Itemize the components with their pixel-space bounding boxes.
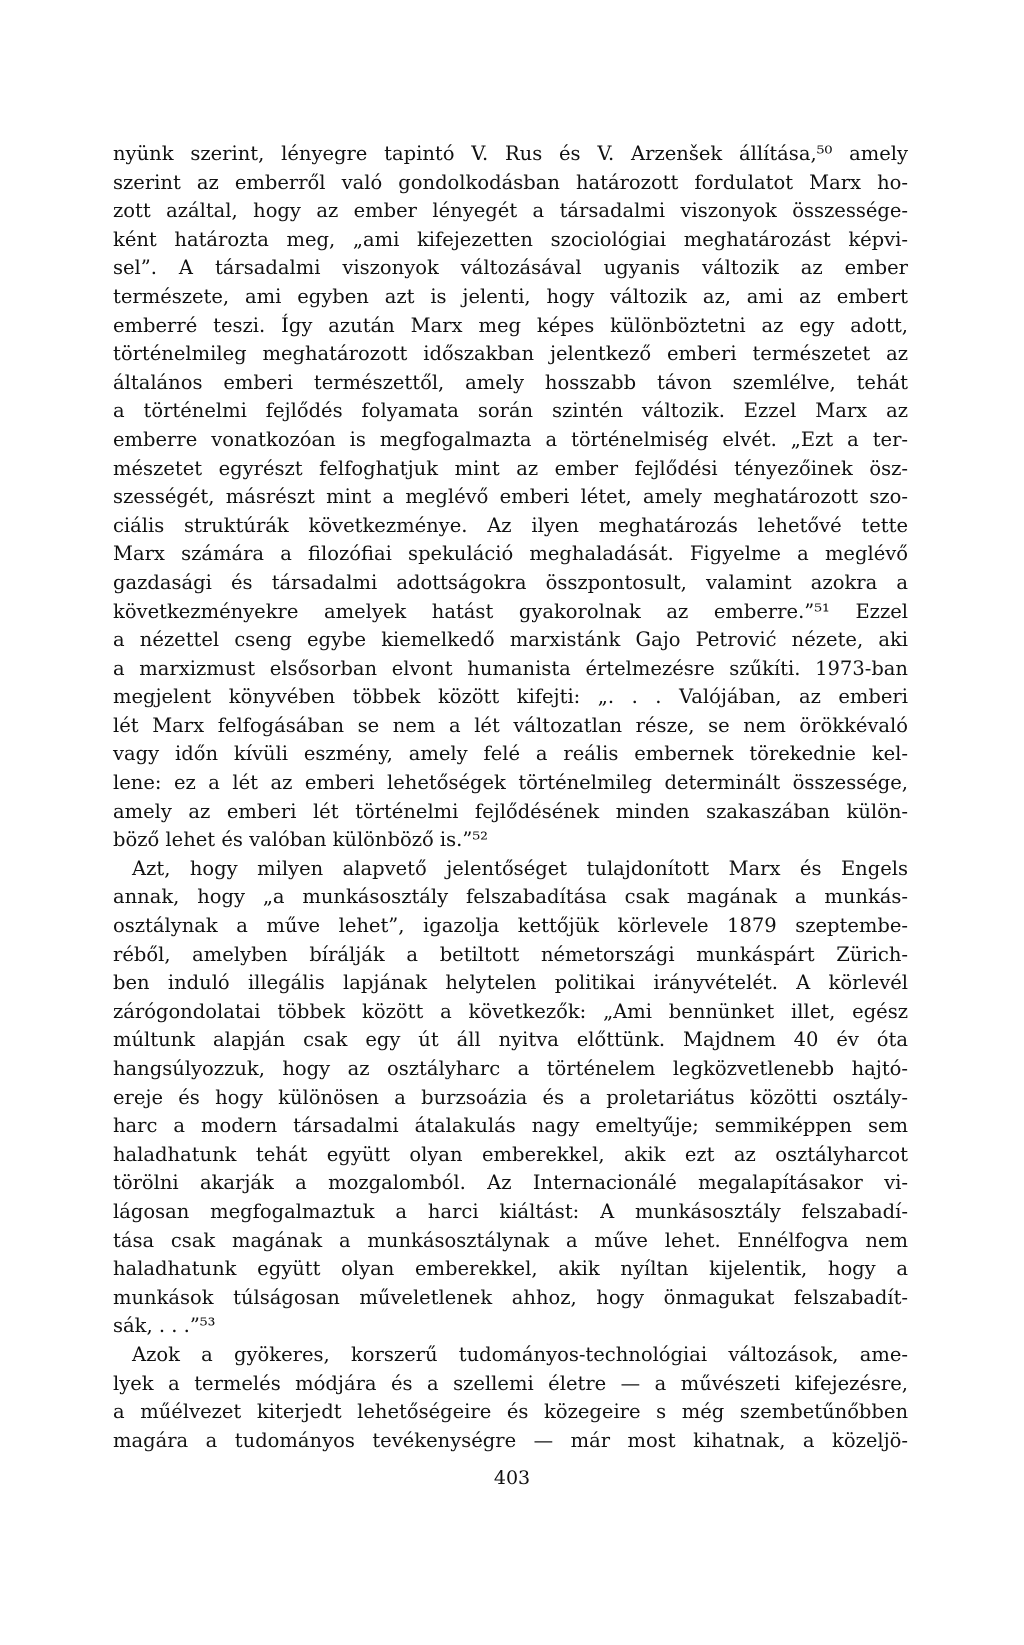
text-line: zárógondolatai többek között a következők: „Ami bennünket illet, egész [113, 999, 908, 1023]
text-line: ként határozta meg, „ami kifejezetten szociológiai meghatározást képvi- [113, 227, 908, 251]
text-line: ben induló illegális lapjának helytelen politikai irányvételét. A körlevél [113, 971, 908, 995]
text-line: annak, hogy „a munkásosztály felszabadítása csak magának a munkás- [113, 885, 908, 909]
text-line: amely az emberi lét történelmi fejlődésének minden szakaszában külön- [113, 799, 908, 823]
text-line: böző lehet és valóban különböző is.”⁵² [113, 828, 488, 852]
text-line: munkások túlságosan műveletlenek ahhoz, hogy önmagukat felszabadít- [113, 1285, 908, 1309]
text-line: ereje és hogy különösen a burzsoázia és a proletariátus közötti osztály- [113, 1085, 908, 1109]
text-line: sák, . . .”⁵³ [113, 1314, 216, 1338]
text-line: a marxizmust elsősorban elvont humanista értelmezésre szűkíti. 1973-ban [113, 656, 908, 680]
text-line: általános emberi természettől, amely hosszabb távon szemlélve, tehát [113, 370, 908, 394]
text-line: osztálynak a műve lehet”, igazolja kettőjük körlevele 1879 szeptembe- [113, 914, 908, 938]
paragraph-2 [113, 855, 908, 1341]
text-line: haladhatunk tehát együtt olyan emberekkel, akik ezt az osztályharcot [113, 1142, 908, 1166]
text-line: a nézettel cseng egybe kiemelkedő marxistánk Gajo Petrović nézete, aki [113, 628, 908, 652]
text-line: megjelent könyvében többek között kifejti: „. . . Valójában, az emberi [113, 685, 908, 709]
text-line: hangsúlyozzuk, hogy az osztályharc a történelem legközvetlenebb hajtó- [113, 1057, 908, 1080]
text-line: réből, amelyben bírálják a betiltott németországi munkáspárt Zürich- [113, 942, 908, 966]
paragraph-3 [113, 1341, 908, 1455]
text-line: mészetet egyrészt felfoghatjuk mint az ember fejlődési tényezőinek ösz- [113, 456, 908, 480]
text-line: emberre vonatkozóan is megfogalmazta a történelmiség elvét. „Ezt a ter- [113, 427, 908, 451]
page-number: 403 [493, 1467, 531, 1489]
text-line: a történelmi fejlődés folyamata során szintén változik. Ezzel Marx az [113, 399, 908, 423]
text-line: vagy időn kívüli eszmény, amely felé a reális embernek törekednie kel- [113, 742, 908, 766]
page-text [113, 140, 908, 1455]
text-line: sel”. A társadalmi viszonyok változásával ugyanis változik az ember [113, 256, 908, 280]
text-line: szerint az emberről való gondolkodásban határozott fordulatot Marx ho- [113, 170, 908, 194]
text-line: emberré teszi. Így azután Marx meg képes különböztetni az egy adott, [113, 313, 908, 337]
text-line: történelmileg meghatározott időszakban jelentkező emberi természetet az [113, 342, 908, 366]
text-line: harc a modern társadalmi átalakulás nagy emeltyűje; semmiképpen sem [113, 1114, 908, 1138]
paragraph-1 [113, 140, 908, 855]
text-line: lene: ez a lét az emberi lehetőségek történelmileg determinált összessége, [113, 771, 908, 795]
text-line: következményekre amelyek hatást gyakorolnak az emberre.”⁵¹ Ezzel [113, 599, 908, 623]
text-line: szességét, másrészt mint a meglévő emberi létet, amely meghatározott szo- [113, 485, 908, 509]
text-line: természete, ami egyben azt is jelenti, hogy változik az, ami az embert [113, 284, 908, 308]
text-line: magára a tudományos tevékenységre — már most kihatnak, a közeljö- [113, 1428, 908, 1452]
text-line: lét Marx felfogásában se nem a lét változatlan része, se nem örökkévaló [113, 713, 908, 737]
text-line: tása csak magának a munkásosztálynak a műve lehet. Ennélfogva nem [113, 1228, 908, 1252]
text-line: nyünk szerint, lényegre tapintó V. Rus és V. Arzenšek állítása,⁵⁰ amely [113, 142, 908, 165]
text-line: Marx számára a filozófiai spekuláció meghaladását. Figyelme a meglévő [113, 542, 908, 566]
text-line: a műélvezet kiterjedt lehetőségeire és közegeire s még szembetűnőbben [113, 1400, 908, 1424]
text-line: zott azáltal, hogy az ember lényegét a társadalmi viszonyok összessége- [113, 199, 908, 223]
text-line: lágosan megfogalmaztuk a harci kiáltást: A munkásosztály felszabadí- [113, 1199, 908, 1223]
text-line: Azok a gyökeres, korszerű tudományos-technológiai változások, ame- [132, 1342, 908, 1366]
text-line: haladhatunk együtt olyan emberekkel, akik nyíltan kijelentik, hogy a [113, 1257, 908, 1281]
text-line: lyek a termelés módjára és a szellemi életre — a művészeti kifejezésre, [113, 1371, 908, 1395]
text-line: ciális struktúrák következménye. Az ilyen meghatározás lehetővé tette [113, 513, 908, 537]
text-line: törölni akarják a mozgalomból. Az Internacionálé megalapításakor vi- [113, 1171, 908, 1195]
text-line: gazdasági és társadalmi adottságokra összpontosult, valamint azokra a [113, 570, 908, 594]
text-line: múltunk alapján csak egy út áll nyitva előttünk. Majdnem 40 év óta [113, 1028, 908, 1052]
text-line: Azt, hogy milyen alapvető jelentőséget tulajdonított Marx és Engels [132, 856, 908, 880]
